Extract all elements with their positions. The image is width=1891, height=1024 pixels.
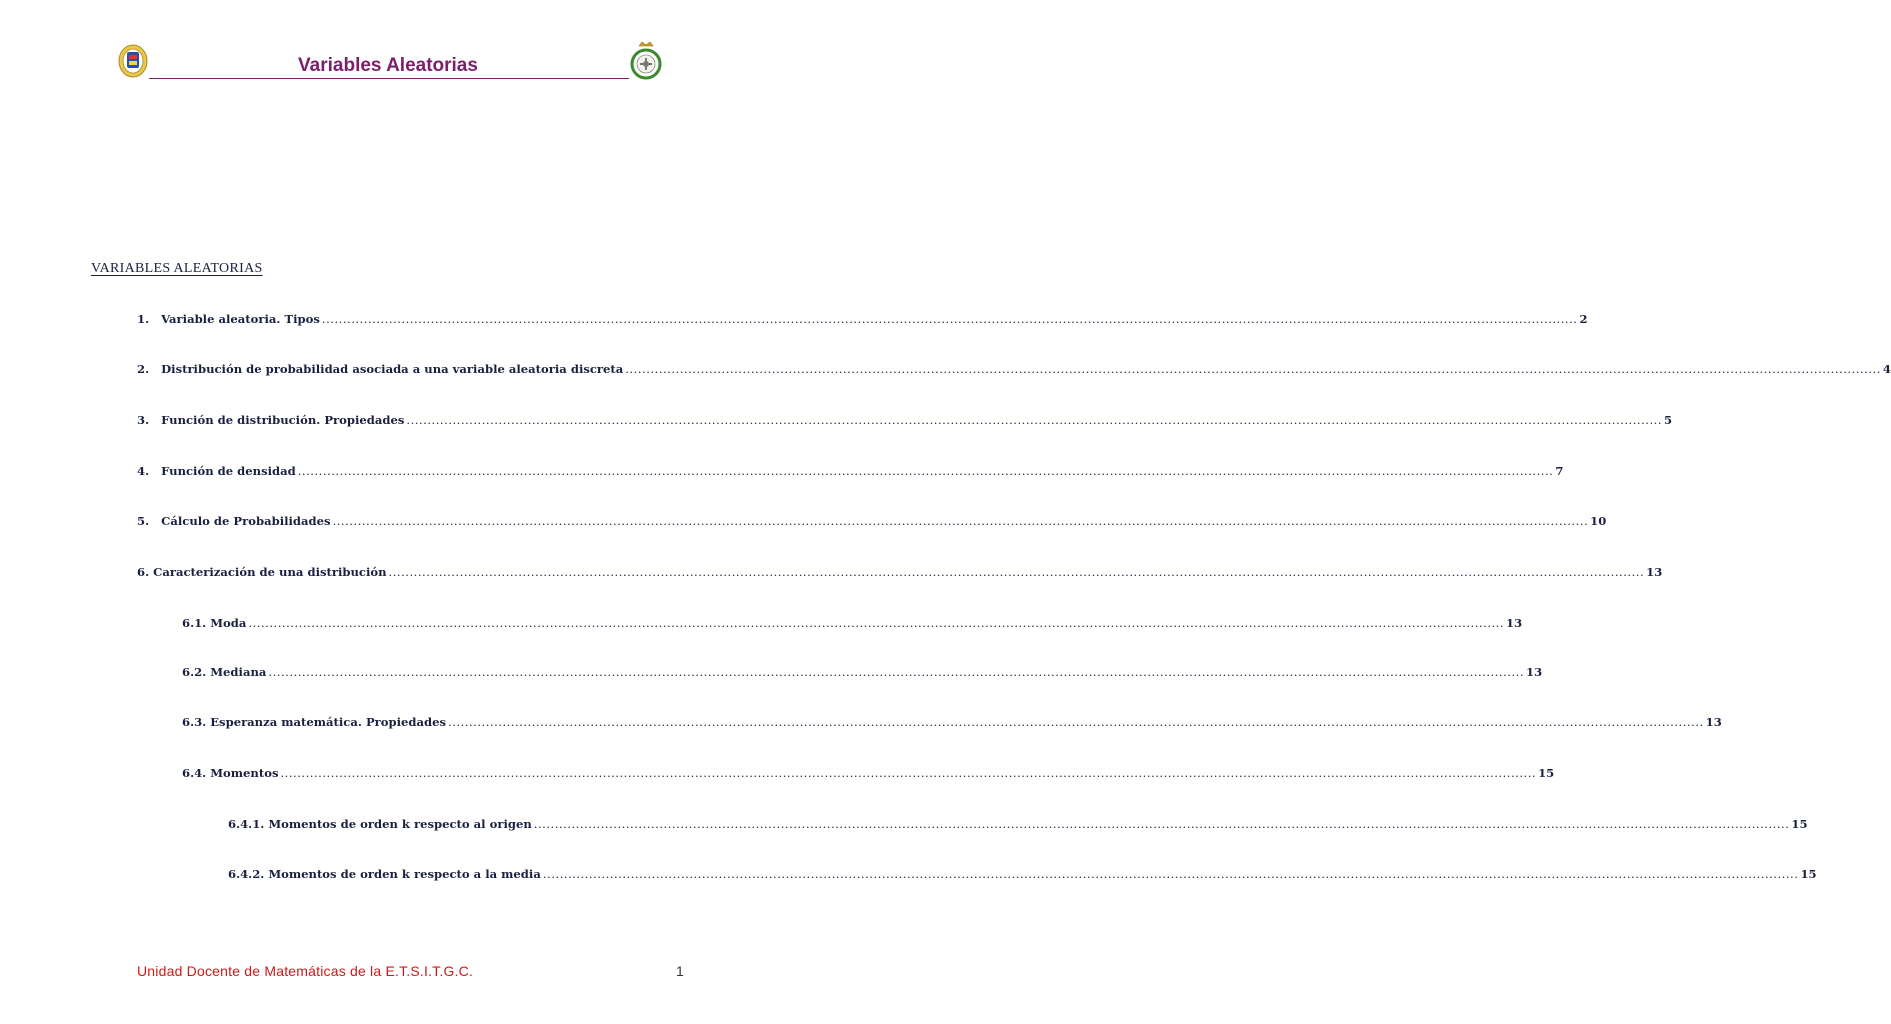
toc-entry [137, 362, 1891, 382]
toc-entry [182, 665, 1543, 685]
toc-entry-title: Cálculo de Probabilidades [161, 514, 331, 528]
toc-entry-title: Momentos de orden k respecto a la media [268, 867, 541, 881]
toc-entry-page: 7 [1555, 464, 1564, 478]
toc-entry [137, 514, 1607, 534]
toc-entry-number: 6. [137, 565, 150, 579]
toc-leader-dots: ............................................................................................................................................................................................................................................................................................................ [388, 565, 1645, 579]
toc-entry-page: 15 [1538, 766, 1555, 780]
header-title: Variables Aleatorias [298, 55, 478, 76]
toc-leader-dots: ............................................................................................................................................................................................................................................................................................................ [280, 766, 1537, 780]
toc-entry [137, 413, 1673, 433]
toc-heading: VARIABLES ALEATORIAS [91, 261, 263, 276]
toc-leader-dots: ............................................................................................................................................................................................................................................................................................................ [268, 665, 1525, 679]
toc-entry-page: 10 [1590, 514, 1607, 528]
toc-leader-dots: ............................................................................................................................................................................................................................................................................................................ [406, 413, 1663, 427]
toc-entry [228, 817, 1808, 837]
toc-entry-page: 15 [1800, 867, 1817, 881]
toc-entry-number: 5. [137, 514, 150, 528]
toc-leader-dots: ............................................................................................................................................................................................................................................................................................................ [542, 867, 1799, 881]
toc-entry [182, 715, 1722, 735]
toc-entry [137, 464, 1564, 484]
toc-entry-title: Moda [210, 616, 247, 630]
toc-entry [182, 766, 1555, 786]
toc-entry-title: Función de densidad [161, 464, 296, 478]
toc-entry-number: 6.2. [182, 665, 207, 679]
toc-entry-title: Distribución de probabilidad asociada a una variable aleatoria discreta [161, 362, 624, 376]
toc-entry-title: Momentos [210, 766, 279, 780]
toc-entry-title: Función de distribución. Propiedades [161, 413, 405, 427]
toc-entry-number: 1. [137, 312, 150, 326]
toc-leader-dots: ............................................................................................................................................................................................................................................................................................................ [248, 616, 1505, 630]
toc-leader-dots: ............................................................................................................................................................................................................................................................................................................ [297, 464, 1554, 478]
toc-entry-page: 5 [1664, 413, 1673, 427]
toc-entry-number: 6.1. [182, 616, 207, 630]
toc-entry-page: 4 [1882, 362, 1891, 376]
toc-entry-page: 2 [1579, 312, 1588, 326]
toc-entry-title: Esperanza matemática. Propiedades [210, 715, 447, 729]
toc-entry [182, 616, 1523, 636]
toc-entry-title: Variable aleatoria. Tipos [161, 312, 320, 326]
toc-leader-dots: ............................................................................................................................................................................................................................................................................................................ [448, 715, 1704, 729]
toc-entry-number: 4. [137, 464, 150, 478]
toc-entry-page: 13 [1526, 665, 1543, 679]
toc-entry-number: 6.4.1. [228, 817, 265, 831]
toc-leader-dots: ............................................................................................................................................................................................................................................................................................................ [332, 514, 1589, 528]
toc-entry-number: 6.4. [182, 766, 207, 780]
toc-entry-title: Mediana [210, 665, 267, 679]
toc-entry-number: 6.3. [182, 715, 207, 729]
school-crest-icon [629, 40, 663, 80]
toc-entry-page: 13 [1705, 715, 1722, 729]
page-header [113, 40, 663, 80]
toc-entry-number: 2. [137, 362, 150, 376]
toc-entry-title: Momentos de orden k respecto al origen [268, 817, 532, 831]
toc-entry-title: Caracterización de una distribución [153, 565, 387, 579]
toc-entry-number: 3. [137, 413, 150, 427]
toc-entry-page: 13 [1506, 616, 1523, 630]
toc-entry-page: 15 [1791, 817, 1808, 831]
toc-entry [228, 867, 1817, 887]
toc-entry [137, 565, 1663, 585]
toc-leader-dots: ............................................................................................................................................................................................................................................................................................................ [533, 817, 1790, 831]
header-rule [149, 78, 629, 79]
toc-entry-page: 13 [1646, 565, 1663, 579]
toc-entry [137, 312, 1588, 332]
toc-leader-dots: ............................................................................................................................................................................................................................................................................................................ [321, 312, 1578, 326]
footer-page-number: 1 [676, 963, 684, 979]
toc-entry-number: 6.4.2. [228, 867, 265, 881]
footer-text: Unidad Docente de Matemáticas de la E.T.S.I.T.G.C. [137, 963, 474, 979]
toc-leader-dots: ............................................................................................................................................................................................................................................................................................................ [625, 362, 1881, 376]
